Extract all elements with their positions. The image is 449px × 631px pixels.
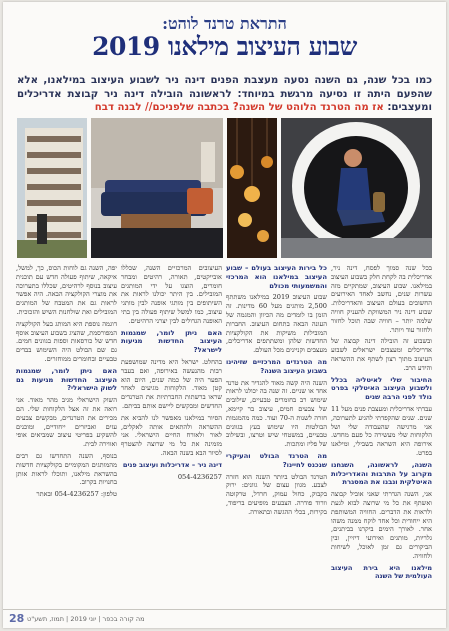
- article-body: [17, 264, 432, 602]
- subheading: האם ניתן לומר, שמגמות העיצוב החדשות מגיעות לישראל?: [121, 328, 222, 355]
- subheading: כל בירות העיצוב בעולם – שבוע העיצוב במילאנו הוא המרכזי והמשמעותי מכולם: [226, 264, 327, 290]
- body-paragraph: בנוסף, השנה התחדשו גם רבים מהמותגים המקומיים בקולקציות חדשות בהשראת מילאנו, ותוכלו לראות אותן בחנויות בקרוב.: [16, 451, 117, 487]
- photo-lamps: [227, 118, 277, 258]
- body-paragraph: בכל שנה סמוך לפסח, דינה ניר, אדריכלית בה לקחת חלק בשבוע העיצוב במילאנו. שבוע העיצוב, שמתקיים מזה עשרות שנים, נחשב לאחד האירועים החשובים בעולם העיצוב והאדריכלות. שבוע דינה ניר המשווקת להעניק חוויה שלמה יותר – חוויה שבה תוכל לחזור ולחזור עוד ויותר.: [331, 264, 432, 334]
- photo-strip: [17, 118, 432, 258]
- subheading: החיבור שלי לאיטליה בכלל ולשבוע העיצוב האיטלקי בפרט נולד לפני הרבה שנים: [331, 375, 432, 402]
- column-3: [121, 264, 222, 602]
- page-number: 28: [9, 612, 25, 625]
- subheading: מה הטרנדים המרכזיים שזיהינו בשבוע העיצוב השנה?: [226, 357, 327, 375]
- photo-sofa: [91, 118, 223, 258]
- body-paragraph: השוק הישראלי מגיב מהר מאוד. אני רואה את זה אצל הלקוחות שלי. הם מכירים את הטרנדים, מבקשים צבעים עזים ואביזרים ייחודיים, ומוכנים להשקיע בפריטי עיצוב שמביאים אופי ואווירה לבית.: [16, 396, 117, 449]
- article-headline: שבוע העיצוב מילאנו 2019: [92, 32, 357, 61]
- body-paragraph: אני, השנה הגדרתי שאני אוביל קבוצה ואשתף את כל מי שרוצה לבוא לגעת ולראות את הדברים. החוויה המשותפת היא ייחודית וכל אחד לוקח ממנה משהו אחר. לאורך הימים ביקרנו בביתנים, גלריות, מותגים ואירועי דיזיין, ובין הביקורים גם זמן לאוכל, לשיחות ולחוויה.: [331, 490, 432, 560]
- page-footer: [3, 609, 446, 628]
- body-paragraph: 054-4236257: [177, 472, 222, 481]
- subheading: דינה ניר – אדריכלות ועיצוב פנים: [122, 460, 222, 469]
- footer-meta: מה קורה בכפר | יוני 2019 | תמוז, תשע"ט: [27, 615, 145, 623]
- body-paragraph: בהחלט. ישראל היא מדינה שמושפעת רבות מהנעשה באירופה, ואם בעבר הפער היה של כמה שנים, היום הוא קטן מאוד. הלקוחות מגיעים לאחר שראו ברשתות החברתיות את הטרנדים החדשים ומבקשים ליישם אותם בביתם.: [121, 357, 222, 410]
- body-paragraph: דוגמה נוספת היא המותג בעל הקולקציה המפורסמת, שהציג בשבוע העיצוב אוסף חדש של כורסאות וספות בגוונים חמים. גם שם הבולט היה השימוש בבדים טבעיים ובחומרים ממוחזרים.: [16, 319, 117, 363]
- article-kicker: התראת טרנד לוהט:: [162, 14, 287, 33]
- subheading: מילאנו היא בירת העיצוב העולמית של השנה: [331, 563, 432, 581]
- photo-bubble-chair: [281, 118, 432, 258]
- subheading: השנה, לראשונה, השגחנו מקרוב על התרבות והאדריכלות האיטלקית ונבנו את המסגרת: [331, 460, 432, 487]
- article-lead: [17, 74, 432, 115]
- photo-building: [17, 118, 87, 258]
- lead-tail: אז מה הטרנד הלוהט של השנה? בכתבה שלפניכם// לבנה דבח: [94, 102, 388, 114]
- column-4: [16, 264, 117, 602]
- column-1: [331, 264, 432, 602]
- body-paragraph: השנה היה קשה מאוד להגדיר את טרנד אחד או שניים. זה שנה בה יכולנו לראות שימוש רב בחומרים טבעיים, שילובים של צבעים חמים, עיצוב בר קיימא, חזרה לשנות ה-70 ועוד. כמה מהמגמות הבולטות היו שימוש בעץ בגוונים טבעיים, במשטחי שיש וטרצו, ובשילוב של פליז ומתכות.: [226, 378, 327, 449]
- body-paragraph: הסיור במילאנו מאפשר לנו להביא את ההשראה ולהתאים אותה לאקלים, לאור ולאורח החיים הישראלי. אני מזמינה את כל מי שרוצה להצטרף לסיור הבא בשנה הבאה.: [121, 413, 222, 457]
- subheading: האם ניתן לומר, שמגמות העיצוב החדשות מגיעות גם לשוק הישראלי?: [16, 366, 117, 393]
- body-paragraph: שבוע העיצוב 2019 במילאנו משתתף 2,500 מותגים מעל 60 מדינות. זה הזמן בו לומדים מה הכיוון והמגמה של העונה הבאה בתחום העיצוב. החברות המובילות משיקות את הקולקציות החדשות שלהן ומשתתפים אדריכלים, מעצבים וקניינים מכל העולם.: [226, 293, 327, 355]
- body-paragraph: הטרנד הבולט ביותר השנה הוא חזרה לצבע. מגוון עצום של גוונים: ירוק בקבוק, כחול עמוק, חרדל, טרקוטה וורוד פודרה. הצבעים מופיעים בריפוד, בקירות, בכלי ההגשה ובתאורה.: [226, 472, 327, 516]
- subheading: מה הטרנד הבולט והעיקרי שנכנס לחיינו?: [226, 451, 327, 469]
- body-paragraph: טלפון: 054-4236257 ובאתר: [36, 490, 117, 499]
- body-paragraph: העיצובים המרכזיים השנה, שכללו אובייקטים, תאורה, רהיטים ומבחר חומרים, הוצגו על ידי המותגים המובילים. בין היתר יכולנו לראות את השיתופים בין מותגי אופנה לבין מותגי עיצוב, כמו למשל שיתוף פעולה בין בתי האופנה הגדולים לבין יצרני הרהיטים.: [121, 264, 222, 325]
- body-paragraph: יפה, השנה גם לוחות הכוס, כך, למשל, איקאה, שיתוף פעולה חדש עם תוכנית עיצוב בנוסף לרהיטים, שכללו בתערוכה את מוצרי הקולקציה הבאה. היה אפשר לראות גם את המטבח של המותגים המובילים ואת שולחנות השיש והזכוכית.: [16, 264, 117, 316]
- body-paragraph: ובשבוע זה הובילה דינה קבוצה של אדריכלים ומעצבים ישראלים לשבוע העיצוב מתוך רצון לשתף את ההשראה והידע הרב.: [331, 337, 432, 372]
- body-paragraph: עבדתי אדריכלית ומעצבת פנים מעל 11 שנים. שנים שהקפדתי להגיע לתערוכה, אני מרגישה שהעבודה שלי ושל הלקוחות שלי מעשירה כל פעם מחדש. אירופה היא השראה בשבילי, ומילאנו בפרט.: [331, 404, 432, 457]
- lead-text: כמו בכל שנה, גם השנה נסעה מעצבת הפנים דינה ניר לשבוע העיצוב במילאנו, אלא שהפעם היתה זו נסיעה מרגשת במיוחד: לראשונה הובילה דינה ניר קבוצת אדריכלים ומעצבים:: [17, 75, 432, 114]
- magazine-page: [3, 2, 446, 628]
- column-2: [226, 264, 327, 602]
